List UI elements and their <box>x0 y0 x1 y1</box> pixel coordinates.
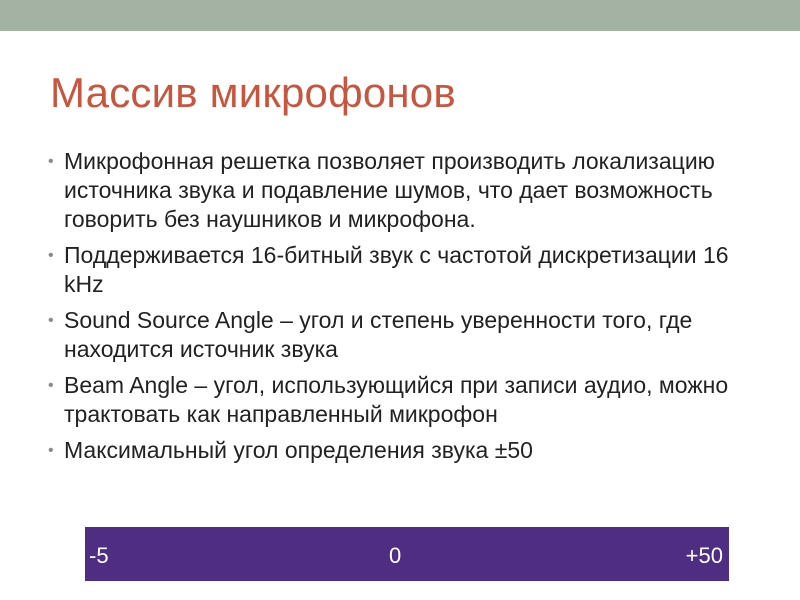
slide-title: Массив микрофонов <box>50 69 456 116</box>
top-bar <box>0 0 800 31</box>
bullet-icon: • <box>48 312 54 329</box>
scale-min-label: -5 <box>89 543 109 568</box>
scale-max-label: +50 <box>685 543 723 568</box>
scale-center-label: 0 <box>389 543 402 568</box>
bullet-item <box>48 147 768 234</box>
bullet-icon: • <box>48 153 54 170</box>
angle-scale-bar <box>85 527 729 581</box>
bullet-text: Поддерживается 16-битный звук с частотой дискретизации 16 kHz <box>64 242 729 297</box>
bullet-text: Beam Angle – угол, использующийся при записи аудио, можно трактовать как направленный микрофон <box>64 372 729 427</box>
bullet-icon: • <box>48 377 54 394</box>
bullet-text: Sound Source Angle – угол и степень уверенности того, где находится источник звука <box>64 307 693 362</box>
bullet-item <box>48 306 768 364</box>
bullet-item <box>48 241 768 299</box>
bullet-icon: • <box>48 442 54 459</box>
bullet-text: Микрофонная решетка позволяет производить локализацию источника звука и подавление шумов, что дает возможность говорить без наушников и микрофона. <box>64 148 715 232</box>
slide <box>0 31 800 600</box>
bullet-item <box>48 371 768 429</box>
bullet-text: Максимальный угол определения звука ±50 <box>64 437 533 463</box>
bullet-item <box>48 436 768 465</box>
bullet-icon: • <box>48 247 54 264</box>
bullet-list <box>48 147 768 472</box>
